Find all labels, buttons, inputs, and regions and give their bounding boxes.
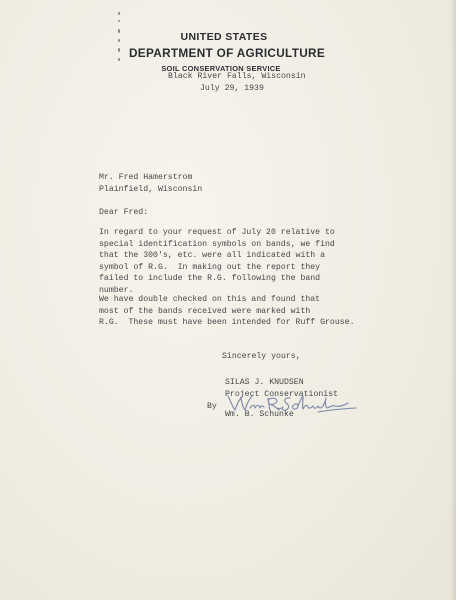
recipient-name: Mr. Fred Hamerstrom (99, 173, 193, 182)
signatory-name: SILAS J. KNUDSEN (225, 378, 304, 387)
body-line: special identification symbols on bands, we find (99, 239, 335, 249)
letterhead-department: DEPARTMENT OF AGRICULTURE (128, 46, 326, 60)
body-line: We have double checked on this and found that (99, 295, 321, 304)
letter-date: July 29, 1939 (200, 84, 264, 93)
signed-for-name: Wm. B. Schunke (225, 410, 294, 419)
closing: Sincerely yours, (222, 352, 301, 361)
body-line: number. (99, 285, 134, 295)
body-line: that the 300's, etc. were all indicated with a (99, 251, 326, 261)
recipient-block (99, 172, 202, 195)
sender-location: Black River Falls, Wisconsin (168, 72, 306, 81)
body-line: symbol of R.G. In making out the report they (99, 262, 321, 272)
by-label: By (207, 402, 217, 411)
recipient-address: Plainfield, Wisconsin (99, 184, 203, 194)
salutation: Dear Fred: (99, 208, 149, 217)
body-paragraph-2 (99, 294, 355, 329)
body-line: R.G. These must have been intended for Ruff Grouse. (99, 318, 355, 328)
body-paragraph-1 (99, 227, 335, 297)
letterhead-country: UNITED STATES (180, 31, 268, 43)
page-edge-shadow (450, 0, 456, 600)
body-line: In regard to your request of July 20 relative to (99, 228, 335, 237)
body-line: failed to include the R.G. following the band (99, 274, 321, 284)
letterhead-service: SOIL CONSERVATION SERVICE (161, 64, 281, 73)
body-line: most of the bands received were marked with (99, 306, 311, 316)
signatory-title: Project Conservationist (225, 390, 339, 399)
handwritten-signature (222, 388, 362, 418)
